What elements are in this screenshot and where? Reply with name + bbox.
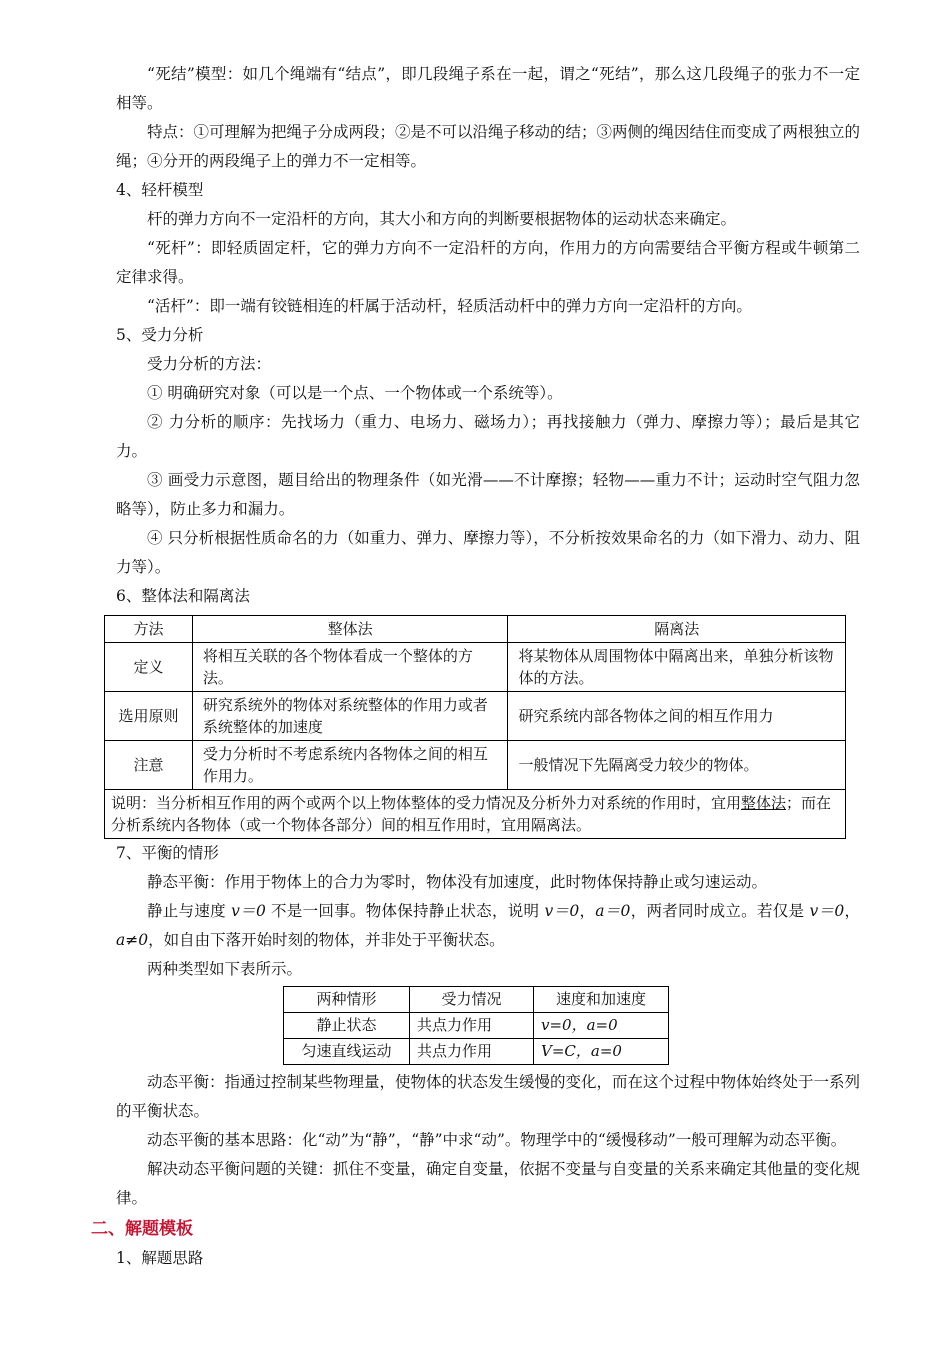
force-paragraph-4: ③ 画受力示意图，题目给出的物理条件（如光滑——不计摩擦；轻物——重力不计；运动时空气阻力忽略等），防止多力和漏力。	[116, 471, 860, 518]
formula: a≠0	[116, 931, 149, 949]
text-run: ，如自由下落开始时刻的物体，并非处于平衡状态。	[148, 931, 505, 949]
heading-equilibrium: 7、平衡的情形	[116, 844, 219, 862]
table-cell: 将相互关联的各个物体看成一个整体的方法。	[192, 643, 508, 692]
table-note	[105, 790, 846, 839]
force-paragraph-2: ① 明确研究对象（可以是一个点、一个物体或一个系统等）。	[147, 384, 563, 402]
text-run: ，两者同时成立。若仅是	[630, 902, 810, 920]
table-cell: 静止状态	[284, 1013, 410, 1039]
text-run: ，	[579, 902, 596, 920]
rest-vs-velocity-paragraph	[116, 897, 860, 955]
formula: v＝0	[809, 902, 845, 920]
table-header-row	[284, 987, 669, 1013]
dynamic-paragraph-3: 解决动态平衡问题的关键：抓住不变量，确定自变量，依据不变量与自变量的关系来确定其他量的变化规律。	[116, 1160, 861, 1207]
section-heading-solution-template: 二、解题模板	[91, 1219, 193, 1239]
two-types-intro: 两种类型如下表所示。	[147, 960, 303, 978]
heading-force-analysis: 5、受力分析	[116, 326, 204, 344]
heading-whole-isolation: 6、整体法和隔离法	[116, 587, 250, 605]
table-cell: 受力分析时不考虑系统内各物体之间的相互作用力。	[192, 741, 508, 790]
table-row	[105, 741, 846, 790]
table-header-cell: 受力情况	[410, 987, 534, 1013]
table-row	[105, 643, 846, 692]
table-cell: 共点力作用	[410, 1039, 534, 1065]
table-row	[284, 1039, 669, 1065]
note-text: 说明：当分析相互作用的两个或两个以上物体整体的受力情况及分析外力对系统的作用时，宜用	[111, 794, 742, 812]
heading-light-rod: 4、轻杆模型	[116, 181, 204, 199]
method-comparison-table	[104, 615, 846, 839]
text-run: 不是一回事。物体保持静止状态，说明	[265, 902, 545, 920]
table-row	[105, 692, 846, 741]
text-run: ，	[844, 902, 860, 920]
rod-paragraph-2: “死杆”：即轻质固定杆，它的弹力方向不一定沿杆的方向，作用力的方向需要结合平衡方程或牛顿第二定律求得。	[116, 239, 860, 286]
static-equilibrium-paragraph: 静态平衡：作用于物体上的合力为零时，物体没有加速度，此时物体保持静止或匀速运动。	[147, 873, 768, 891]
table-cell: 一般情况下先隔离受力较少的物体。	[508, 741, 846, 790]
dead-knot-features: 特点：①可理解为把绳子分成两段；②是不可以沿绳子移动的结；③两侧的绳因结住而变成了两根独立的绳；④分开的两段绳子上的弹力不一定相等。	[116, 123, 861, 170]
text-run: 静止与速度	[147, 902, 232, 920]
note-underlined-text: 整体法	[741, 794, 787, 812]
table-cell: 匀速直线运动	[284, 1039, 410, 1065]
rod-paragraph-1: 杆的弹力方向不一定沿杆的方向，其大小和方向的判断要根据物体的运动状态来确定。	[147, 210, 737, 228]
table-cell: 研究系统内部各物体之间的相互作用力	[508, 692, 846, 741]
table-header-cell: 方法	[105, 616, 193, 643]
table-cell: V=C，a=0	[534, 1039, 669, 1065]
table-cell: 注意	[105, 741, 193, 790]
heading-solution-approach: 1、解题思路	[116, 1249, 204, 1267]
table-header-row	[105, 616, 846, 643]
table-cell: 定义	[105, 643, 193, 692]
force-paragraph-1: 受力分析的方法：	[147, 355, 272, 373]
equilibrium-types-table	[283, 986, 669, 1065]
table-cell: 选用原则	[105, 692, 193, 741]
table-cell: 将某物体从周围物体中隔离出来，单独分析该物体的方法。	[508, 643, 846, 692]
table-cell: 研究系统外的物体对系统整体的作用力或者系统整体的加速度	[192, 692, 508, 741]
formula: v＝0	[544, 902, 580, 920]
document-body	[91, 60, 861, 1273]
table-row	[284, 1013, 669, 1039]
note-text: ；而在分析系统内各物体（或一个物体各部分）间的相互作用时，宜用隔离法。	[111, 794, 832, 834]
table-cell: v=0，a=0	[534, 1013, 669, 1039]
table-header-cell: 两种情形	[284, 987, 410, 1013]
force-paragraph-5: ④ 只分析根据性质命名的力（如重力、弹力、摩擦力等），不分析按效果命名的力（如下滑力、动力、阻力等）。	[116, 529, 860, 576]
table-header-cell: 整体法	[192, 616, 508, 643]
formula: a＝0	[595, 902, 631, 920]
force-paragraph-3: ② 力分析的顺序：先找场力（重力、电场力、磁场力）；再找接触力（弹力、摩擦力等）；最后是其它力。	[116, 413, 860, 460]
dynamic-paragraph-1: 动态平衡：指通过控制某些物理量，使物体的状态发生缓慢的变化，而在这个过程中物体始终处于一系列的平衡状态。	[116, 1073, 861, 1120]
rod-paragraph-3: “活杆”：即一端有铰链相连的杆属于活动杆，轻质活动杆中的弹力方向一定沿杆的方向。	[147, 297, 752, 315]
table-header-cell: 隔离法	[508, 616, 846, 643]
dynamic-paragraph-2: 动态平衡的基本思路：化“动”为“静”，“静”中求“动”。物理学中的“缓慢移动”一般可理解为动态平衡。	[147, 1131, 847, 1149]
table-note-row	[105, 790, 846, 839]
formula: v＝0	[231, 902, 266, 920]
table-header-cell: 速度和加速度	[534, 987, 669, 1013]
table-cell: 共点力作用	[410, 1013, 534, 1039]
dead-knot-paragraph: “死结”模型：如几个绳端有“结点”，即几段绳子系在一起，谓之“死结”，那么这几段绳子的张力不一定相等。	[116, 65, 860, 112]
